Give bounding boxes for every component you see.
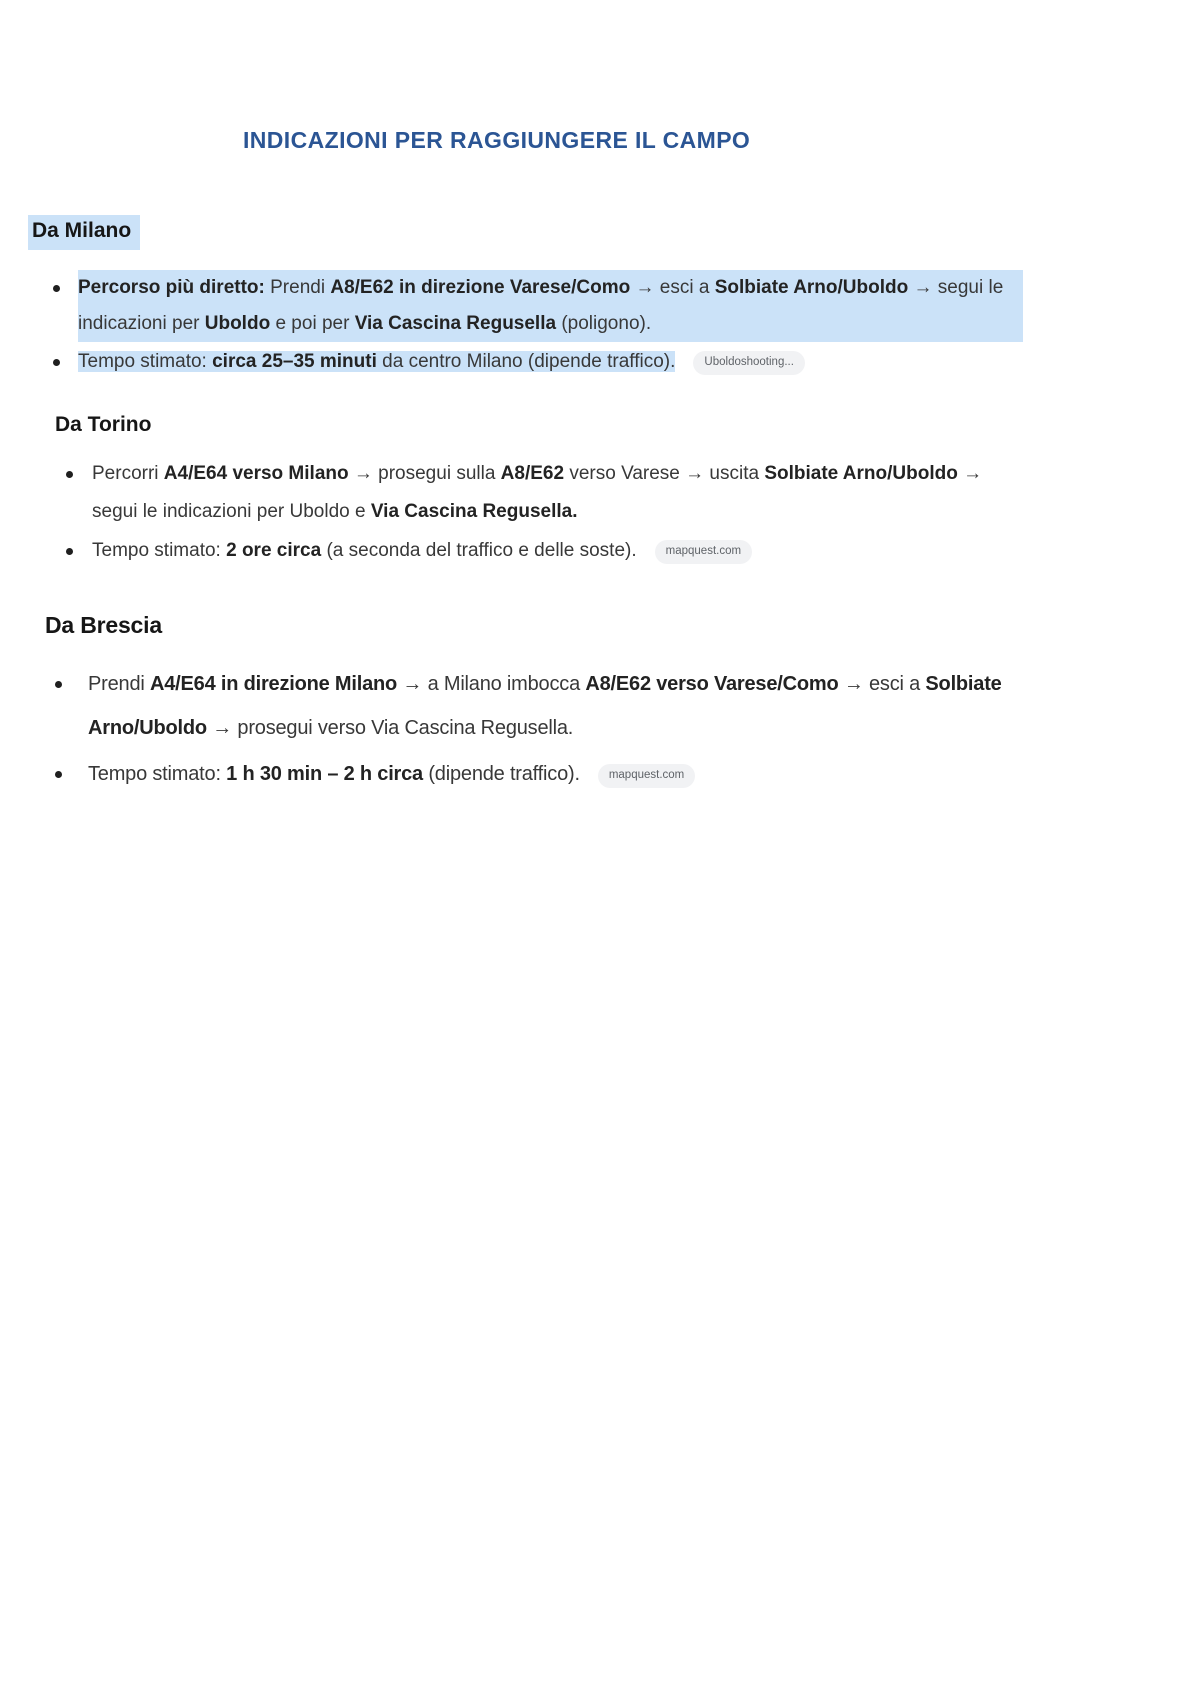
section-heading-da-torino: Da Torino [55,413,152,436]
bullet-list-da-torino [0,455,1190,570]
section-heading-da-brescia: Da Brescia [45,612,162,638]
list-item-text: Prendi A4/E64 in direzione Milano → a Milano imbocca A8/E62 verso Varese/Como → esci a Solbiate Arno/Uboldo → prosegui verso Via Cascina Regusella. [88,673,1002,739]
list-item [66,455,1190,531]
section-heading-da-milano: Da Milano [28,215,140,250]
citation-badge[interactable]: Uboldoshooting... [693,351,805,375]
bullet-list-da-brescia [0,662,1190,796]
list-item-text [88,752,695,796]
bullet-icon [55,681,62,688]
list-item-text: Percorso più diretto: Prendi A8/E62 in direzione Varese/Como → esci a Solbiate Arno/Uboldo → segui le indicazioni per Uboldo e poi per Via Cascina Regusella (poligono). [78,270,1023,342]
bullet-icon [55,771,62,778]
citation-badge[interactable]: mapquest.com [598,764,695,788]
bullet-list-da-milano [0,270,1190,380]
list-item [66,532,1190,570]
list-item [53,344,1190,380]
citation-badge[interactable]: mapquest.com [655,540,752,564]
bullet-icon [53,285,60,292]
section-da-torino [0,413,1190,570]
list-item-text [78,344,805,380]
list-item [53,270,1190,342]
highlighted-text: Tempo stimato: circa 25–35 minuti da centro Milano (dipende traffico). [78,351,676,372]
section-da-milano [0,215,1190,380]
plain-text: Tempo stimato: 2 ore circa (a seconda del traffico e delle soste). [92,540,637,561]
list-item-text: Percorri A4/E64 verso Milano → prosegui sulla A8/E62 verso Varese → uscita Solbiate Arno/Uboldo → segui le indicazioni per Uboldo e Via Cascina Regusella. [92,463,983,522]
bullet-icon [53,359,60,366]
bullet-icon [66,471,73,478]
list-item [55,752,1190,796]
bullet-icon [66,548,73,555]
plain-text: Tempo stimato: 1 h 30 min – 2 h circa (dipende traffico). [88,763,580,785]
page-title: INDICAZIONI PER RAGGIUNGERE IL CAMPO [243,127,751,153]
list-item [55,662,1190,750]
list-item-text [92,532,752,570]
section-da-brescia [0,612,1190,796]
